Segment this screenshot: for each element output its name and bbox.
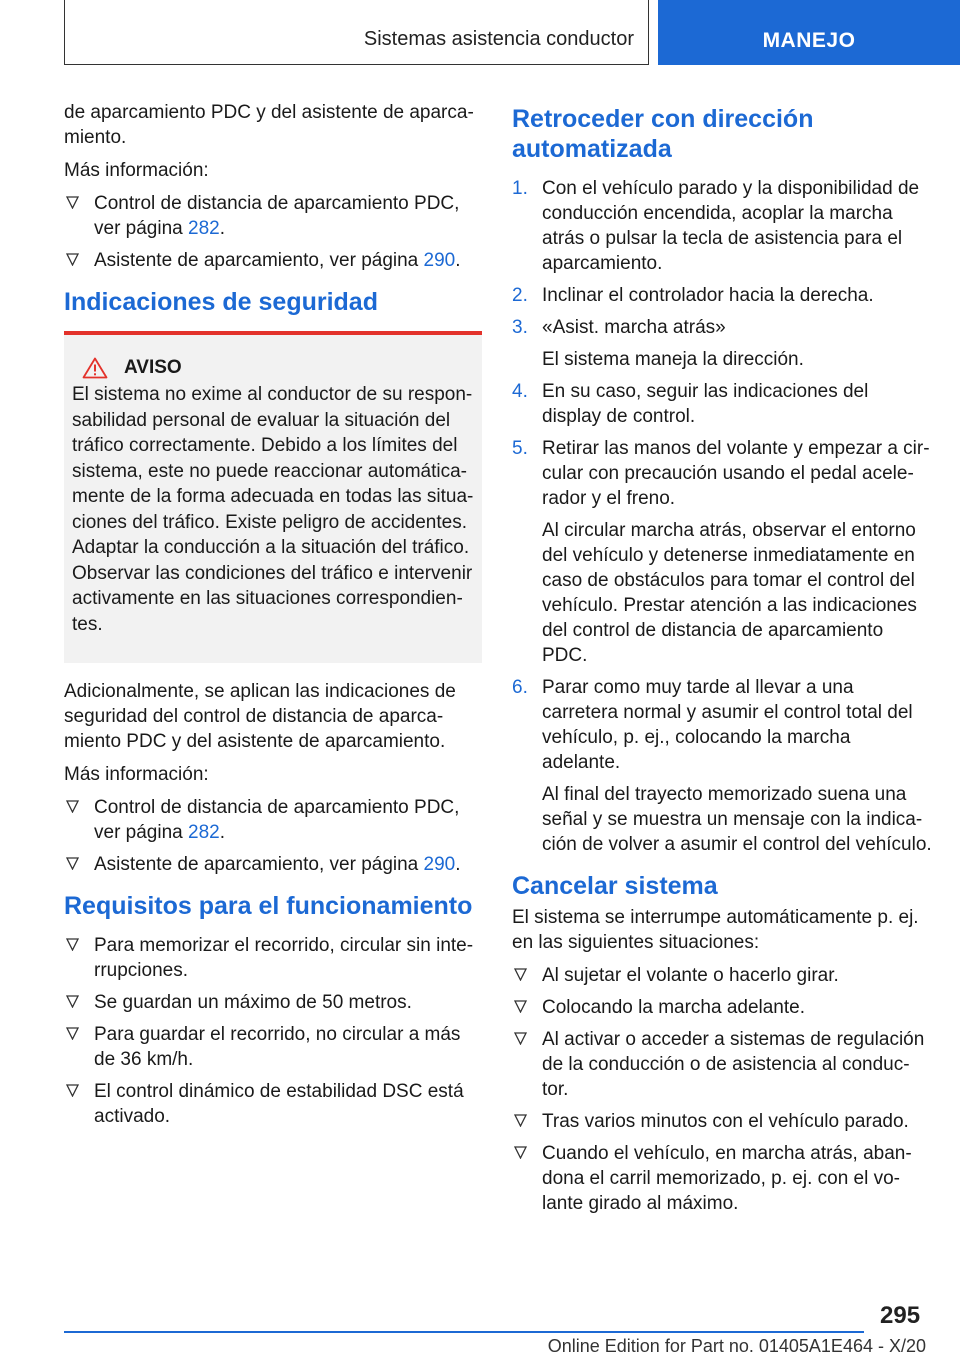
list-item: Control de distancia de aparcamiento PDC, ver página 282. [64, 795, 482, 845]
step-number: 5. [512, 438, 528, 459]
triangle-bullet-icon [514, 1146, 527, 1159]
requirements-heading: Requisitos para el funcionamiento [64, 892, 473, 920]
step-item [512, 675, 932, 857]
list-item: Para guardar el recorrido, no circular a más de 36 km/h. [64, 1022, 482, 1072]
list-item: Control de distancia de aparcamiento PDC, ver página 282. [64, 191, 482, 241]
step-subtext: El sistema maneja la dirección. [542, 349, 804, 370]
header-chapter-label: MANEJO [762, 29, 856, 52]
more-info-label: Más información: [64, 160, 209, 181]
reverse-heading: Retroceder con dirección automatizada [512, 105, 814, 163]
list-item: Colocando la marcha adelante. [512, 995, 932, 1020]
footer-divider [64, 1331, 864, 1333]
steps-list [512, 176, 932, 857]
page-link[interactable]: 282 [188, 822, 220, 843]
step-number: 6. [512, 677, 528, 698]
info-list-1 [64, 191, 482, 273]
step-subtext: Al circular marcha atrás, observar el entorno del vehículo y detenerse inmediatamente en caso de obstáculos para tomar el control del vehículo. Prestar atención a las indicaciones del control de distancia de aparcamiento PDC. [542, 520, 917, 666]
triangle-bullet-icon [66, 1027, 79, 1040]
list-item: Al activar o acceder a sistemas de regulación de la conducción o de asistencia al conduc‐tor. [512, 1027, 932, 1102]
left-column [64, 100, 482, 1137]
right-column [512, 100, 932, 1224]
header-section-title: Sistemas asistencia conductor [363, 28, 634, 50]
list-item: Se guardan un máximo de 50 metros. [64, 990, 482, 1015]
page-link[interactable]: 282 [188, 218, 220, 239]
step-number: 1. [512, 178, 528, 199]
warning-box [64, 331, 482, 663]
triangle-bullet-icon [514, 1114, 527, 1127]
step-item [512, 315, 932, 372]
step-number: 4. [512, 381, 528, 402]
warning-text: El sistema no exime al conductor de su respon‐sabilidad personal de evaluar la situación del tráfico correctamente. Debido a los límites del sistema, este no puede reaccionar automática‐mente de la forma adecuada en todas las situa‐ciones del tráfico. Existe peligro de accidentes. Adaptar la conducción a la situación del tráfico. Observar las condiciones del tráfico e intervenir activamente en las situaciones correspondien‐tes. [72, 384, 474, 635]
cancel-list [512, 963, 932, 1216]
triangle-bullet-icon [514, 1000, 527, 1013]
warning-header [72, 355, 474, 380]
cancel-intro: El sistema se interrumpe automáticamente p. ej. en las siguientes situaciones: [512, 907, 919, 953]
header-section-box [64, 0, 649, 65]
footer-edition: Online Edition for Part no. 01405A1E464 - X/20 [547, 1336, 926, 1356]
step-text: Parar como muy tarde al llevar a una carretera normal y asumir el control total del vehículo, p. ej., colocando la marcha adelante. [542, 677, 913, 773]
step-number: 3. [512, 317, 528, 338]
triangle-bullet-icon [66, 196, 79, 209]
additional-paragraph: Adicionalmente, se aplican las indicaciones de seguridad del control de distancia de aparca‐miento PDC y del asistente de aparcamiento. [64, 681, 456, 752]
page-link[interactable]: 290 [423, 854, 456, 875]
triangle-bullet-icon [66, 995, 79, 1008]
list-item: Al sujetar el volante o hacerlo girar. [512, 963, 932, 988]
step-text: Con el vehículo parado y la disponibilidad de conducción encendida, acoplar la marcha atrás o pulsar la tecla de asistencia para el aparcamiento. [542, 178, 920, 274]
step-item [512, 436, 932, 668]
safety-heading: Indicaciones de seguridad [64, 288, 378, 316]
step-subtext: Al final del trayecto memorizado suena una señal y se muestra un mensaje con la indica‐ción de volver a asumir el control del vehículo. [542, 784, 932, 855]
step-item [512, 379, 932, 429]
triangle-bullet-icon [66, 857, 79, 870]
cancel-heading: Cancelar sistema [512, 872, 718, 900]
step-item [512, 176, 932, 276]
triangle-bullet-icon [514, 968, 527, 981]
info-list-2 [64, 795, 482, 877]
page-number: 295 [880, 1302, 921, 1329]
step-text: Inclinar el controlador hacia la derecha. [542, 285, 874, 306]
step-number: 2. [512, 285, 528, 306]
requirements-list [64, 933, 482, 1129]
page-link[interactable]: 290 [423, 250, 456, 271]
triangle-bullet-icon [66, 1084, 79, 1097]
list-item: Para memorizar el recorrido, circular sin inte‐rrupciones. [64, 933, 482, 983]
list-item: Cuando el vehículo, en marcha atrás, aban‐dona el carril memorizado, p. ej. con el vo‐lante girado al máximo. [512, 1141, 932, 1216]
warning-title: AVISO [124, 357, 182, 378]
warning-triangle-icon [82, 357, 108, 379]
triangle-bullet-icon [66, 938, 79, 951]
header-chapter-tab[interactable] [658, 0, 960, 65]
list-item: Tras varios minutos con el vehículo parado. [512, 1109, 932, 1134]
triangle-bullet-icon [66, 253, 79, 266]
intro-paragraph: de aparcamiento PDC y del asistente de aparca‐miento. [64, 102, 474, 148]
triangle-bullet-icon [66, 800, 79, 813]
step-text: Retirar las manos del volante y empezar a cir‐cular con precaución usando el pedal acele‐rador y el freno. [542, 438, 930, 509]
list-item: Asistente de aparcamiento, ver página 290. [64, 852, 482, 877]
step-text: En su caso, seguir las indicaciones del display de control. [542, 381, 869, 427]
triangle-bullet-icon [514, 1032, 527, 1045]
more-info-label: Más información: [64, 764, 209, 785]
list-item: Asistente de aparcamiento, ver página 290. [64, 248, 482, 273]
step-text: «Asist. marcha atrás» [542, 317, 726, 338]
list-item: El control dinámico de estabilidad DSC está activado. [64, 1079, 482, 1129]
step-item [512, 283, 932, 308]
